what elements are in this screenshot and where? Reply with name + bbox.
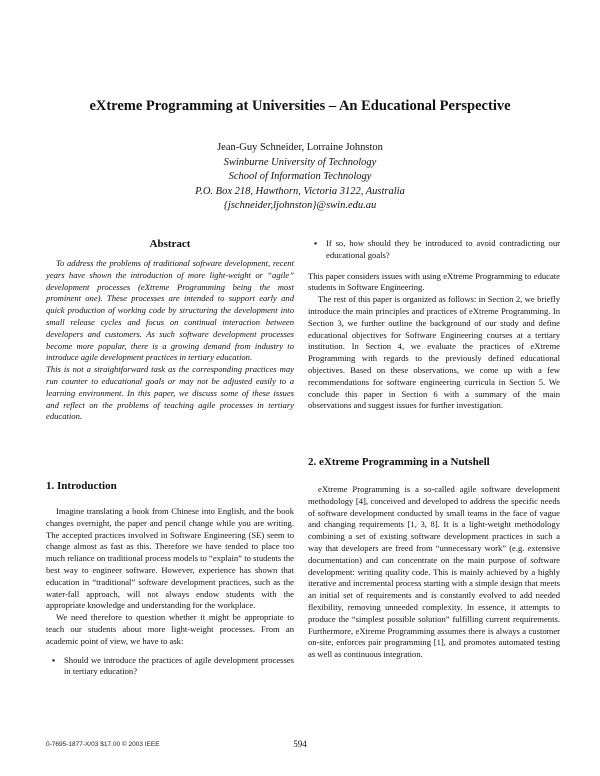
author-school: School of Information Technology <box>228 171 372 182</box>
abstract-heading: Abstract <box>149 238 191 250</box>
abstract-paragraph-1: To address the problems of traditional software development, recent years have shown the introduction of more light-weight or “agile” development processes (eXtreme Programming being the most prominent one). These processes are intended to support early and quick production of working code by structuring the development into small release cycles and focus on continual interaction between developers and customers. As such software development processes become more popular, there is a growing demand from industry to introduce agile development practices in tertiary education. <box>46 258 294 363</box>
section-2-paragraph-1: eXtreme Programming is a so-called agile software development methodology [4], conceived and developed to address the specific needs of software development conducted by small teams in the face of vague and changing requirements [1, 3, 8]. It is a light-weight methodology combining a set of existing software development practices in such a way that developers are freed from “unnecessary work” (e.g. extensive documentation) and can concentrate on the main purpose of software development: writing quality code. This is mainly achieved by a highly iterative and incremental process starting with a simple design that meets an initial set of requirements and is constantly evolved to add needed flexibility, removing unneeded complexity. In essence, it attempts to produce the “simplest possible solution” fulfilling current requirements. Furthermore, eXtreme Programming assumes there is always a customer on-site, enforces pair programming [1], and promotes automated testing as well as continuous integration. <box>308 484 560 660</box>
intro-paragraph-2: We need therefore to question whether it might be appropriate to teach our students about more light-weight processes. From an academic point of view, we have to ask: <box>46 612 294 646</box>
bullet-icon: ▪ <box>314 238 318 248</box>
question-list-right <box>308 238 560 262</box>
question-list-left <box>46 655 294 679</box>
right-paragraph-1: This paper considers issues with using eXtreme Programming to educate students in Software Engineering. <box>308 270 560 293</box>
author-affiliation: Swinburne University of Technology <box>223 156 377 168</box>
abstract-paragraph-2: This is not a straightforward task as the corresponding practices may run counter to educational goals or may not be adjusted easily to a learning environment. In this paper, we discuss some of these issues and reflect on the problems of teaching agile processes in tertiary education. <box>46 364 294 422</box>
left-column <box>46 238 294 423</box>
bullet-icon: ▪ <box>52 654 56 665</box>
right-paragraph-2: The rest of this paper is organized as follows: in Section 2, we briefly introduce the main principles and practices of eXtreme Programming. In Section 3, we further outline the background of our study and define educational objectives for Software Engineering courses at a tertiary institution. In Section 4, we evaluate the practices of eXtreme Programming with regards to the previously defined educational objectives. Based on these observations, we come up with a few recommendations for software engineering curricula in Section 5. We conclude this paper in Section 6 with a summary of the main observations and suggest issues for further investigation. <box>308 294 560 411</box>
page-number: 594 <box>293 739 307 749</box>
intro-body <box>46 506 294 678</box>
isbn-footer: 0-7695-1877-X/03 $17.00 © 2003 IEEE <box>46 741 160 748</box>
section-2-body <box>308 484 560 661</box>
paper-title: eXtreme Programming at Universities – An Educational Perspective <box>89 98 511 114</box>
list-item <box>308 238 560 262</box>
author-names: Jean-Guy Schneider, Lorraine Johnston <box>217 142 383 153</box>
intro-paragraph-1: Imagine translating a book from Chinese into English, and the book changes overnight, the paper and pencil change while you are writing. The accepted practices involved in Software Engineering (SE) seem to change almost as fast as this. Therefore we have tended to place too much reliance on traditional process models to “explain” to students the best way to engineer software. However, experience has shown that education in “traditional” software development practices, such as the water-fall approach, will not always endow students with the appropriate knowledge and understanding for the workplace. <box>46 506 294 611</box>
list-item <box>46 655 294 679</box>
question-1-text: Should we introduce the practices of agile development processes in tertiary education? <box>64 654 294 677</box>
section-2-heading: 2. eXtreme Programming in a Nutshell <box>308 456 490 468</box>
question-2-text: If so, how should they be introduced to avoid contradicting our educational goals? <box>326 238 560 260</box>
author-block <box>0 141 600 214</box>
right-column <box>308 238 560 412</box>
author-address: P.O. Box 218, Hawthorn, Victoria 3122, Australia <box>195 185 405 197</box>
abstract-section <box>46 238 294 423</box>
author-email: {jschneider,ljohnston}@swin.edu.au <box>223 200 377 211</box>
section-1-heading: 1. Introduction <box>46 480 117 492</box>
